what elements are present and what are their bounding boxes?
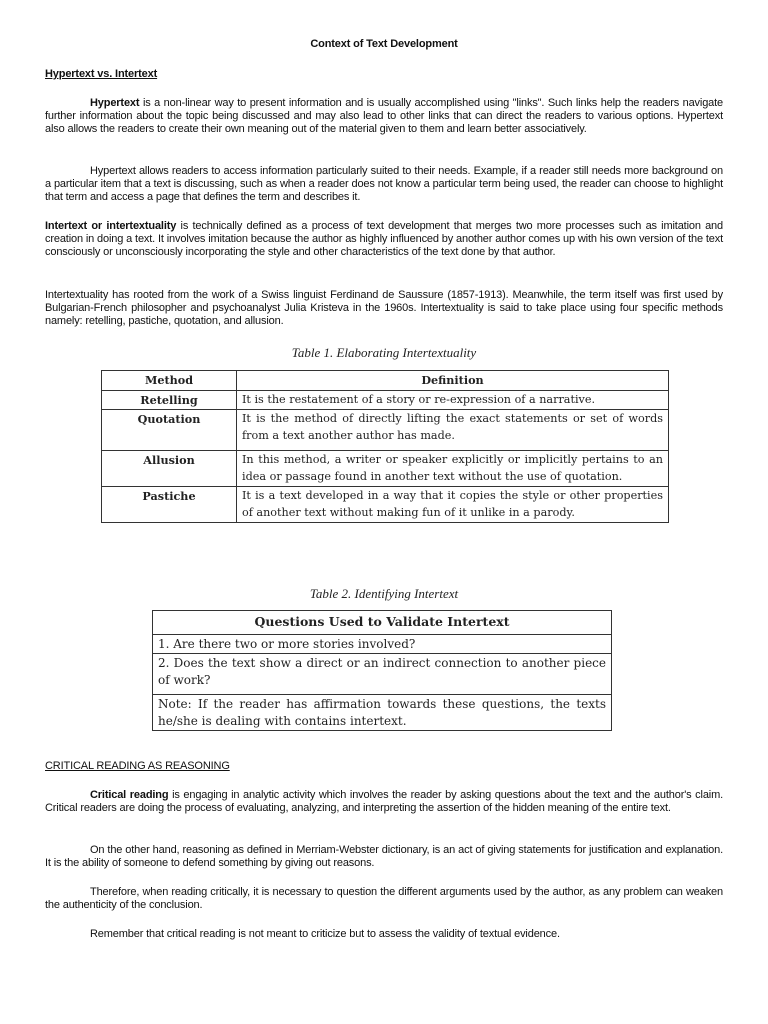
definition-cell: It is a text developed in a way that it copies the style or other properties of another text without making fun of it unlike in a parody. (237, 487, 669, 523)
paragraph-text: is engaging in analytic activity which involves the reader by asking questions about the text and the author's claim. Critical readers are doing the process of evaluating, analyzing, and interpreting the assertion of the hidden meaning of the entire text. (45, 789, 723, 815)
paragraph-text: On the other hand, reasoning as defined in Merriam-Webster dictionary, is an act of giving statements for justification and explanation. It is the ability of someone to defend something by giving out reasons. (45, 844, 723, 870)
column-header-questions: Questions Used to Validate Intertext (153, 611, 612, 635)
paragraph-critical-reading-definition (45, 789, 723, 815)
table-elaborating-intertextuality (101, 370, 669, 523)
table-row (102, 451, 669, 487)
question-cell: 1. Are there two or more stories involved? (153, 634, 612, 654)
paragraph-text: is technically defined as a process of text development that merges two more processes such as imitation and creation in doing a text. It involves imitation because the author as highly influenced by another author comes up with his own version of the text consciously or unconsciously incorporating the style and other characteristics of the text done by that author. (45, 220, 723, 259)
paragraph-reasoning-definition (45, 844, 723, 870)
definition-cell: It is the method of directly lifting the exact statements or set of words from a text another author has made. (237, 410, 669, 451)
method-cell: Allusion (102, 451, 237, 487)
table2-caption: Table 2. Identifying Intertext (309, 586, 459, 601)
method-cell: Quotation (102, 410, 237, 451)
paragraph-hypertext-access (45, 165, 723, 205)
section-heading-critical-reading: CRITICAL READING AS REASONING (45, 760, 230, 772)
question-cell: 2. Does the text show a direct or an indirect connection to another piece of work? (153, 654, 612, 695)
definition-cell: It is the restatement of a story or re-expression of a narrative. (237, 390, 669, 410)
column-header-definition: Definition (237, 371, 669, 391)
column-header-method: Method (102, 371, 237, 391)
page-title: Context of Text Development (310, 38, 458, 50)
method-cell: Pastiche (102, 487, 237, 523)
paragraph-intertext-origin (45, 289, 723, 329)
table-row (153, 654, 612, 695)
term-intertextuality: Intertext or intertextuality (45, 220, 177, 232)
table-row (102, 390, 669, 410)
section-heading-hypertext-intertext: Hypertext vs. Intertext (45, 68, 158, 80)
table-header-row (102, 371, 669, 391)
paragraph-text: Intertextuality has rooted from the work of a Swiss linguist Ferdinand de Saussure (1857-1913). Meanwhile, the term itself was first used by Bulgarian-French philosopher and psychoanalyst Julia Kristeva in the 1960s. Intertextuality is said to take place using four specific methods namely: retelling, pastiche, quotation, and allusion. (45, 289, 723, 328)
paragraph-remember (45, 928, 723, 941)
paragraph-intertext-definition (45, 220, 723, 260)
method-cell: Retelling (102, 390, 237, 410)
paragraph-text: Hypertext allows readers to access information particularly suited to their needs. Example, if a reader still needs more background on a particular item that a text is discussing, such as when a reader does not know a particular term being used, the reader can choose to highlight that term and access a page that defines the term and describes it. (45, 165, 723, 204)
paragraph-text: Therefore, when reading critically, it is necessary to question the different arguments used by the author, as any problem can weaken the authenticity of the conclusion. (45, 886, 723, 912)
definition-cell: In this method, a writer or speaker explicitly or implicitly pertains to an idea or passage found in another text without the use of quotation. (237, 451, 669, 487)
table1-caption: Table 1. Elaborating Intertextuality (291, 345, 477, 360)
table-row (102, 410, 669, 451)
paragraph-text: is a non-linear way to present information and is usually accomplished using "links". Such links help the readers navigate further information about the topic being discussed and may also lead to other links that can direct the readers to various options. Hypertext also allows the readers to create their own meaning out of the material given to them and learn better associatively. (45, 97, 723, 136)
table-row (102, 487, 669, 523)
paragraph-hypertext-definition (45, 97, 723, 137)
paragraph-reading-critically (45, 886, 723, 912)
term-critical-reading: Critical reading (90, 789, 169, 801)
table-row (153, 634, 612, 654)
term-hypertext: Hypertext (90, 97, 140, 109)
paragraph-text: Remember that critical reading is not meant to criticize but to assess the validity of textual evidence. (90, 928, 560, 940)
table-row (153, 695, 612, 731)
table-identifying-intertext (152, 610, 612, 731)
table-header-row (153, 611, 612, 635)
note-cell: Note: If the reader has affirmation towards these questions, the texts he/she is dealing with contains intertext. (153, 695, 612, 731)
